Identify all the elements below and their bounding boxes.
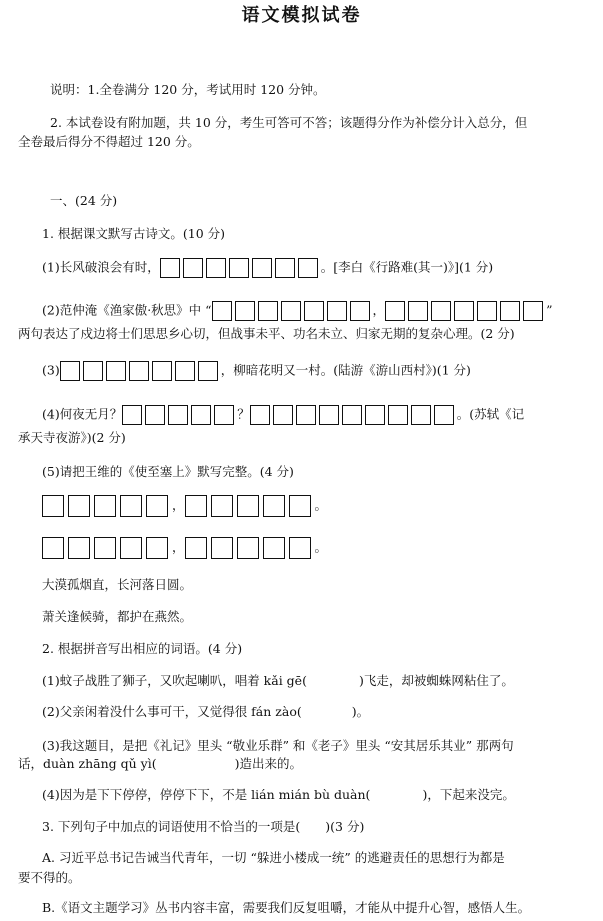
q2-3-prefix: 话，duàn zhāng qǔ yì( [18,756,157,771]
poem-line-4: 萧关逢候骑，都护在燕然。 [42,609,193,624]
q1-2-suffix: ” [546,302,553,318]
q1-2-prefix: (2)范仲淹《渔家傲·秋思》中 “ [42,302,212,318]
q1-3 [42,361,471,381]
q1-3-answer-boxes[interactable] [60,361,221,381]
poem-line-2 [42,537,327,559]
q1-4-line-2: 承天寺夜游》)(2 分) [18,430,126,445]
q1-4-answer-boxes-a[interactable] [122,405,237,425]
q1-3-prefix: (3) [42,362,60,378]
q2-3-suffix: )造出来的。 [234,756,302,771]
q1-4 [42,405,524,425]
q2-1-suffix: )飞走，却被蜘蛛网粘住了。 [358,673,514,688]
poem-line-3: 大漠孤烟直，长河落日圆。 [42,577,193,592]
note-line-1: 说明：1.全卷满分 120 分，考试用时 120 分钟。 [50,82,326,97]
section-1-header: 一、(24 分) [50,193,118,208]
q1-3-suffix: ，柳暗花明又一村。(陆游《游山西村》)(1 分) [220,362,471,378]
poem-line-1-comma: ， [172,497,185,513]
page-title: 语文模拟试卷 [241,5,362,26]
q2-4-prefix: (4)因为是下下停停，停停下下，不是 lián mián bù duàn( [42,787,371,802]
poem-line-2-period: 。 [314,539,328,555]
q1-2-mid: ， [372,302,386,318]
poem-line-2-boxes-a[interactable] [42,537,172,559]
q2-3-line-2 [18,756,302,772]
poem-line-1 [42,495,327,517]
q1-title: 1. 根据课文默写古诗文。(10 分) [42,226,226,241]
q1-4-answer-boxes-b[interactable] [250,405,457,425]
q1-4-suffix: 。(苏轼《记 [456,406,525,422]
q1-4-prefix: (4)何夜无月？ [42,406,123,422]
q2-title: 2. 根据拼音写出相应的词语。(4 分) [42,641,243,656]
note-line-2b: 全卷最后得分不得超过 120 分。 [18,134,200,149]
q3-title: 3. 下列句子中加点的词语使用不恰当的一项是( )(3 分) [42,819,365,834]
q3-option-a-line-2: 要不得的。 [18,870,81,885]
q3-option-a-line-1: A. 习近平总书记告诫当代青年，一切 “躲进小楼成一统” 的逃避责任的思想行为都是 [42,850,505,865]
q1-2-line-2: 两句表达了戍边将士们思思乡心切，但战事未平、功名未立、归家无期的复杂心理。(2 分) [18,326,515,341]
poem-line-2-boxes-b[interactable] [185,537,315,559]
q2-1 [42,673,514,689]
q1-2-answer-boxes-b[interactable] [385,301,546,321]
poem-line-1-period: 。 [314,497,328,513]
q1-4-mid: ？ [237,406,250,422]
poem-line-1-boxes-b[interactable] [185,495,315,517]
q3-option-b: B.《语文主题学习》丛书内容丰富，需要我们反复咀嚼，才能从中提升心智，感悟人生。 [42,900,531,915]
q2-2-suffix: )。 [351,704,370,719]
q2-2-prefix: (2)父亲闲着没什么事可干，又觉得很 fán zào( [42,704,302,719]
q1-1 [42,258,493,278]
q2-3-line-1: (3)我这题目，是把《礼记》里头 “敬业乐群” 和《老子》里头 “安其居乐其业” 那两句 [42,738,514,753]
note-line-2a: 2. 本试卷设有附加题，共 10 分，考生可答可不答；该题得分作为补偿分计入总分，但 [50,115,528,130]
q2-4-suffix: )，下起来没完。 [422,787,515,802]
q2-4 [42,787,515,803]
q1-1-answer-boxes[interactable] [160,258,321,278]
poem-line-1-boxes-a[interactable] [42,495,172,517]
q1-2 [42,301,552,321]
q1-1-suffix: 。[李白《行路难(其一)》](1 分) [320,259,494,275]
q1-1-prefix: (1)长风破浪会有时， [42,259,160,275]
q1-2-answer-boxes-a[interactable] [212,301,373,321]
poem-line-2-comma: ， [172,539,185,555]
q1-5: (5)请把王维的《使至塞上》默写完整。(4 分) [42,464,294,479]
q2-2 [42,704,369,720]
q2-1-prefix: (1)蚊子战胜了狮子，又吹起喇叭，唱着 kǎi gē( [42,673,307,688]
